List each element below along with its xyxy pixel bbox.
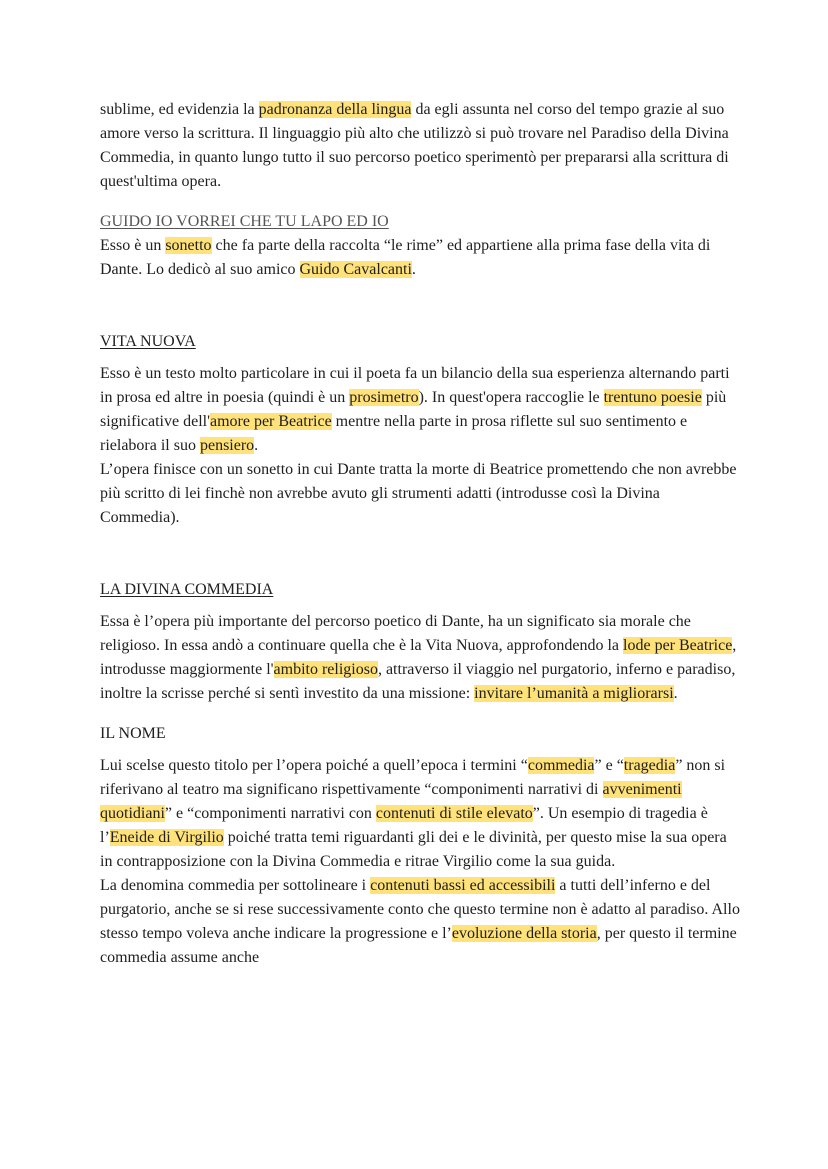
highlight: evoluzione della storia xyxy=(451,925,597,942)
highlight: avvenimenti quotidiani xyxy=(100,781,682,822)
highlight: prosimetro xyxy=(349,389,419,406)
highlight: amore per Beatrice xyxy=(209,413,332,430)
highlight: contenuti bassi ed accessibili xyxy=(370,877,556,894)
guido-paragraph: Esso è un sonetto che fa parte della raccolta “le rime” ed appartiene alla prima fase della vita di Dante. Lo dedicò al suo amico Guido Cavalcanti. xyxy=(100,237,711,278)
il-nome-paragraph: Lui scelse questo titolo per l’opera poiché a quell’epoca i termini “commedia” e “tragedia” non si riferivano al teatro ma significano rispettivamente “componimenti narrativi di avvenimenti quotidiani” e “componimenti narrativi con contenuti di stile elevato”. Un esempio di tragedia è l’Eneide di Virgilio poiché tratta temi riguardanti gli dei e le divinità, per questo mise la sua opera in contrapposizione con la Divina Commedia e ritrae Virgilio come la sua guida. xyxy=(100,757,727,870)
document-page xyxy=(100,98,740,970)
il-nome-paragraph-2: La denomina commedia per sottolineare i contenuti bassi ed accessibili a tutti dell’inferno e del purgatorio, anche se si rese successivamente conto che questo termine non è adatto al paradiso. Allo stesso tempo voleva anche indicare la progressione e l’evoluzione della storia, per questo il termine commedia assume anche xyxy=(100,877,740,966)
highlight: trentuno poesie xyxy=(603,389,702,406)
highlight: contenuti di stile elevato xyxy=(375,805,533,822)
section-heading-guido: GUIDO IO VORREI CHE TU LAPO ED IO xyxy=(100,213,389,230)
highlight: commedia xyxy=(527,757,595,774)
highlight: Guido Cavalcanti xyxy=(299,261,412,278)
section-heading-vita-nuova: VITA NUOVA xyxy=(100,333,196,350)
highlight: sonetto xyxy=(165,237,212,254)
highlight: lode per Beatrice xyxy=(623,637,733,654)
highlight: invitare l’umanità a migliorarsi xyxy=(474,685,674,702)
highlight: Eneide di Virgilio xyxy=(109,829,224,846)
highlight: pensiero xyxy=(199,437,255,454)
highlight: ambito religioso xyxy=(273,661,378,678)
vita-nuova-paragraph-2: L’opera finisce con un sonetto in cui Dante tratta la morte di Beatrice promettendo che non avrebbe più scritto di lei finchè non avrebbe avuto gli strumenti adatti (introdusse così la Divina Commedia). xyxy=(100,461,737,526)
vita-nuova-paragraph: Esso è un testo molto particolare in cui il poeta fa un bilancio della sua esperienza alternando parti in prosa ed altre in poesia (quindi è un prosimetro). In quest'opera raccoglie le trentuno poesie più significative dell'amore per Beatrice mentre nella parte in prosa riflette sul suo sentimento e rielabora il suo pensiero. xyxy=(100,365,730,454)
section-heading-divina-commedia: LA DIVINA COMMEDIA xyxy=(100,581,274,598)
highlight: tragedia xyxy=(623,757,676,774)
intro-paragraph: sublime, ed evidenzia la padronanza della lingua da egli assunta nel corso del tempo grazie al suo amore verso la scrittura. Il linguaggio più alto che utilizzò si può trovare nel Paradiso della Divina Commedia, in quanto lungo tutto il suo percorso poetico sperimentò per prepararsi alla scrittura di quest'ultima opera. xyxy=(100,101,729,190)
highlight: padronanza della lingua xyxy=(258,101,412,118)
divina-commedia-paragraph: Essa è l’opera più importante del percorso poetico di Dante, ha un significato sia morale che religioso. In essa andò a continuare quella che è la Vita Nuova, approfondendo la lode per Beatrice, introdusse maggiormente l'ambito religioso, attraverso il viaggio nel purgatorio, inferno e paradiso, inoltre la scrisse perché si sentì investito da una missione: invitare l’umanità a migliorarsi. xyxy=(100,613,737,702)
section-heading-il-nome: IL NOME xyxy=(100,725,166,742)
